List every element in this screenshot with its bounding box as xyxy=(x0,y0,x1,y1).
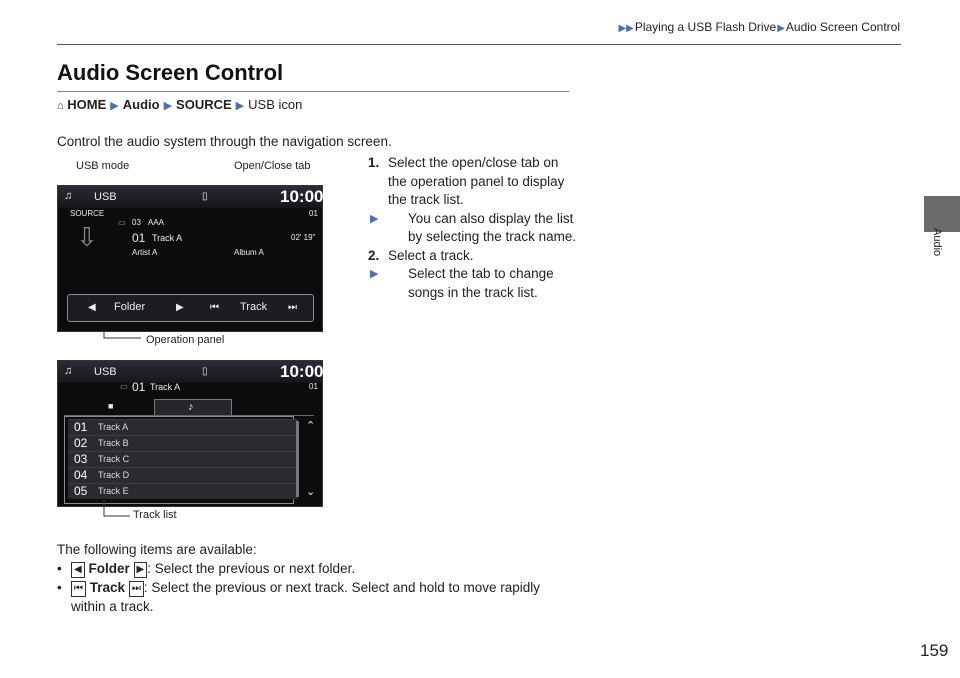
nav-source: SOURCE xyxy=(176,97,232,112)
track-number: 01 xyxy=(132,231,146,245)
available-intro: The following items are available: xyxy=(57,542,257,557)
list-item[interactable]: 04 Track D xyxy=(68,467,298,483)
music-note-icon: ♪ xyxy=(188,401,194,413)
list-item[interactable]: 01 Track A xyxy=(68,419,298,435)
usb-mode-label: USB xyxy=(94,366,117,378)
arrow-icon: ▶ xyxy=(110,100,119,112)
usb-mode-label: USB xyxy=(94,191,117,203)
track-key-label: Track xyxy=(89,580,126,595)
track-name[interactable]: Track A xyxy=(152,233,183,243)
step-2-note: ▶ Select the tab to change songs in the track list. xyxy=(370,266,554,300)
album-name: Album A xyxy=(234,248,264,257)
arrow-icon: ▶ xyxy=(163,100,173,112)
artist-name: Artist A xyxy=(132,248,158,257)
track-button-label: Track xyxy=(240,301,268,313)
arrow-icon: ▶ xyxy=(235,100,245,112)
phone-icon: ▯ xyxy=(202,366,208,377)
phone-icon: ▯ xyxy=(202,191,208,202)
clock: 10:00 xyxy=(280,362,324,381)
folder-tab-icon[interactable]: ■ xyxy=(108,401,114,411)
arrow-icon: ▶ xyxy=(777,23,785,34)
track-count: 01 xyxy=(309,382,318,391)
music-note-icon: ♫ xyxy=(64,365,73,377)
folder-icon: ▭ xyxy=(120,382,128,391)
folder-number: 03 xyxy=(132,218,141,227)
previous-folder-button[interactable]: ◀ xyxy=(88,302,96,313)
tab-bar xyxy=(64,399,314,416)
previous-track-icon: ⏮ xyxy=(71,581,86,597)
page-number: 159 xyxy=(920,641,949,660)
steps-list xyxy=(368,154,578,302)
callout-usb-mode: USB mode xyxy=(76,160,130,172)
breadcrumb-item[interactable]: Playing a USB Flash Drive xyxy=(634,20,777,34)
next-folder-button[interactable]: ▶ xyxy=(176,302,184,313)
source-button[interactable]: SOURCE xyxy=(70,209,105,218)
folder-name: AAA xyxy=(148,218,165,227)
list-item: • ⏮ Track ⏭ : Select the previous or next track. Select and hold to move rapidly within a track. xyxy=(57,580,541,614)
divider xyxy=(57,44,901,45)
step-1-note: ▶ You can also display the list by selecting the track name. xyxy=(370,210,577,244)
track-tab[interactable] xyxy=(154,399,232,415)
elapsed-time: 02' 19" xyxy=(291,233,316,242)
folder-icon: ▭ xyxy=(118,218,126,227)
clock: 10:00 xyxy=(280,187,324,206)
available-items xyxy=(57,540,577,616)
list-item[interactable]: 05 Track E xyxy=(68,483,298,499)
navigation-path xyxy=(57,97,302,112)
list-item[interactable]: 03 Track C xyxy=(68,451,298,467)
home-icon: ⌂ xyxy=(57,100,64,112)
next-track-icon: ⏭ xyxy=(129,581,144,597)
breadcrumb-item[interactable]: Audio Screen Control xyxy=(785,20,900,34)
operation-panel xyxy=(67,294,314,322)
track-count: 01 xyxy=(309,209,318,218)
scrollbar[interactable] xyxy=(296,421,299,497)
list-item: • ◀ Folder ▶ : Select the previous or next folder. xyxy=(57,561,356,576)
page-title: Audio Screen Control xyxy=(57,60,284,85)
music-note-icon: ♫ xyxy=(64,190,73,202)
breadcrumb xyxy=(617,20,900,34)
callout-open-close-tab: Open/Close tab xyxy=(234,160,311,172)
arrow-icon: ▶ xyxy=(370,268,379,280)
arrow-icon: ▶ xyxy=(370,212,379,225)
chapter-label: Audio xyxy=(931,228,943,257)
track-number: 01 xyxy=(132,380,146,394)
folder-button-label: Folder xyxy=(114,301,146,313)
nav-home: HOME xyxy=(67,97,107,112)
previous-track-button[interactable]: ⏮ xyxy=(210,302,219,313)
audio-screen-usb xyxy=(57,185,323,332)
next-track-button[interactable]: ⏭ xyxy=(288,302,297,313)
next-folder-icon: ▶ xyxy=(134,562,148,578)
arrow-icon: ▶▶ xyxy=(618,23,634,34)
previous-folder-icon: ◀ xyxy=(71,562,85,578)
callout-operation-panel: Operation panel xyxy=(146,334,225,346)
usb-icon: ⇩ xyxy=(76,222,98,252)
step-1: 1. Select the open/close tab on the operation panel to display the track list. xyxy=(368,155,565,207)
nav-audio: Audio xyxy=(122,97,160,112)
callout-track-list: Track list xyxy=(133,509,177,521)
scroll-up-icon[interactable]: ⌃ xyxy=(306,420,316,432)
nav-usb: USB icon xyxy=(248,97,303,112)
track-name: Track A xyxy=(150,382,181,392)
intro-text: Control the audio system through the navigation screen. xyxy=(57,134,392,149)
step-2: 2. Select a track. xyxy=(368,247,474,263)
audio-screen-track-list xyxy=(57,360,323,507)
list-item[interactable]: 02 Track B xyxy=(68,435,298,451)
folder-key-label: Folder xyxy=(88,561,130,576)
divider xyxy=(57,91,569,92)
scroll-down-icon[interactable]: ⌄ xyxy=(306,486,316,498)
